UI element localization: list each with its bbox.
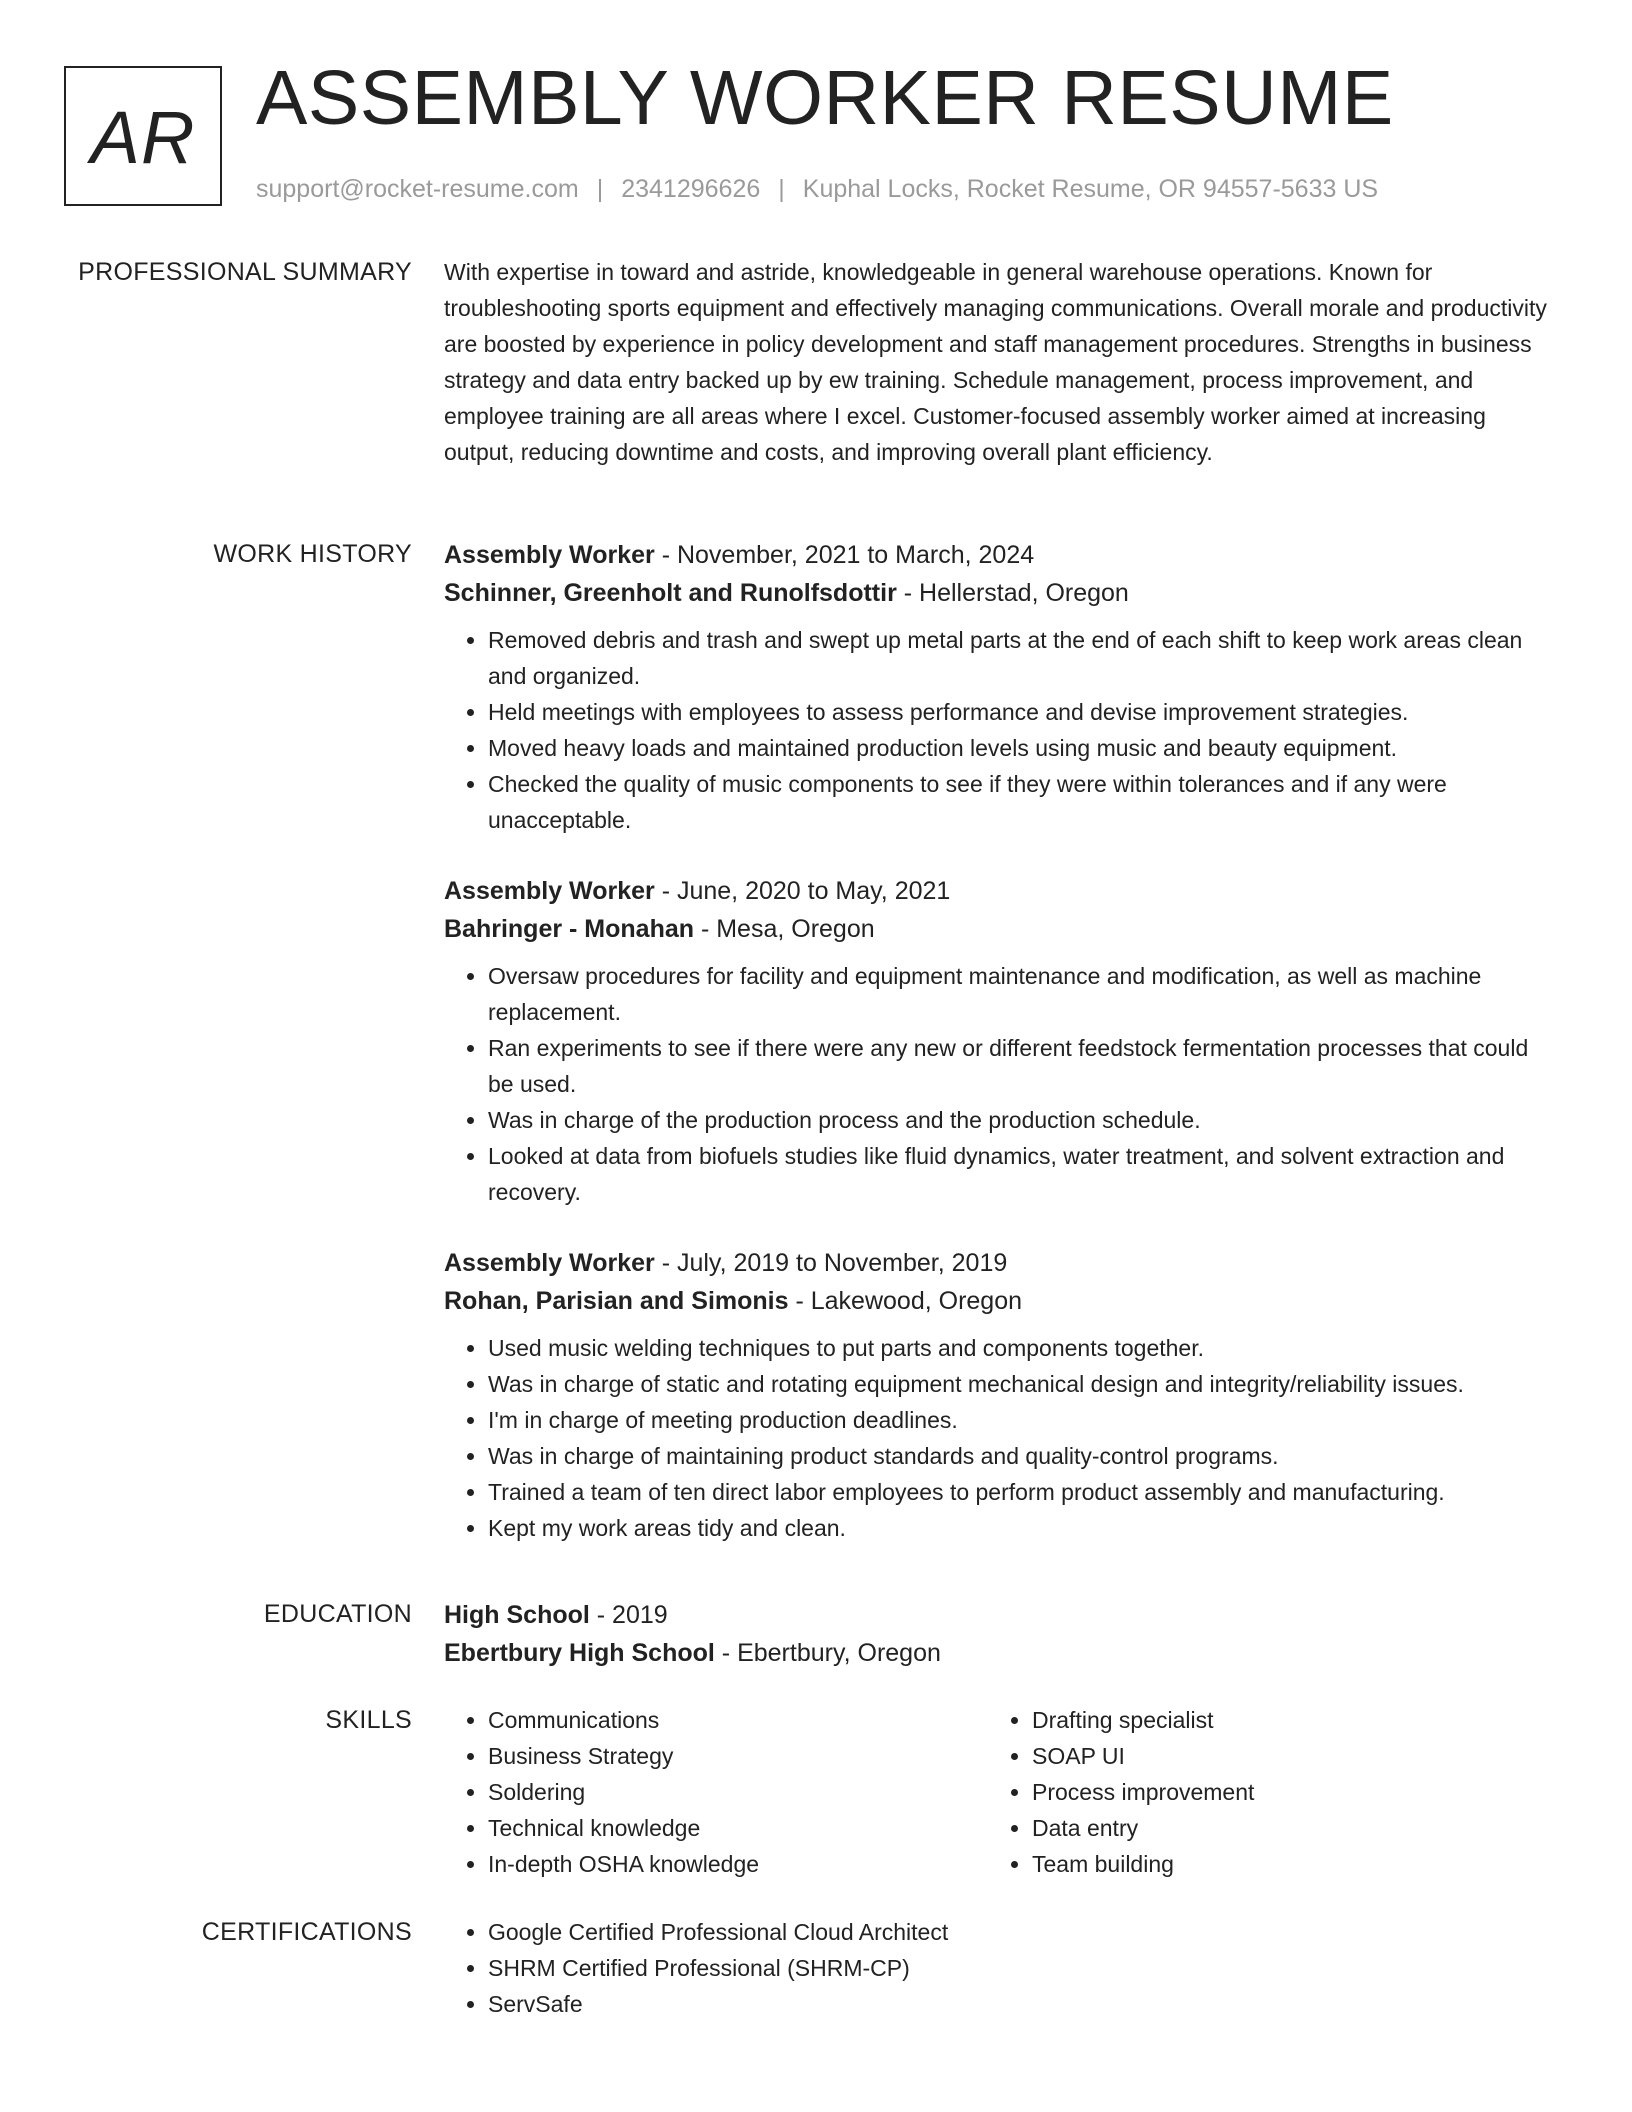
education-body [444, 1596, 1559, 1672]
education-degree: High School [444, 1601, 590, 1629]
list-item: • Trained a team of ten direct labor employees to perform product assembly and manufacturing. [488, 1474, 1559, 1510]
list-item: • Checked the quality of music components to see if they were within tolerances and if any were unacceptable. [488, 766, 1559, 838]
section-label-summary: PROFESSIONAL SUMMARY [78, 258, 412, 286]
monogram-box [64, 66, 222, 206]
list-item: • Oversaw procedures for facility and equipment maintenance and modification, as well as machine replacement. [488, 958, 1559, 1030]
list-item: • SHRM Certified Professional (SHRM-CP) [488, 1950, 1559, 1986]
job-dates: - July, 2019 to November, 2019 [654, 1249, 1008, 1277]
education-degree-line [444, 1596, 1559, 1634]
job-company-line [444, 1282, 1559, 1320]
job-company-line [444, 910, 1559, 948]
contact-line [256, 174, 1378, 204]
list-item: • Ran experiments to see if there were any new or different feedstock fermentation processes that could be used. [488, 1030, 1559, 1102]
certifications-body [444, 1914, 1559, 2022]
skills-list-right [988, 1702, 1532, 1882]
job-title: Assembly Worker [444, 1249, 655, 1277]
job-bullets [444, 958, 1559, 1210]
list-item: • I'm in charge of meeting production deadlines. [488, 1402, 1559, 1438]
list-item: • Looked at data from biofuels studies like fluid dynamics, water treatment, and solvent extraction and recovery. [488, 1138, 1559, 1210]
job-company: Bahringer - Monahan [444, 915, 695, 943]
section-label-education: EDUCATION [263, 1600, 412, 1628]
monogram-initials: AR [90, 95, 196, 179]
job-dates: - June, 2020 to May, 2021 [654, 877, 951, 905]
job-location: - Mesa, Oregon [694, 915, 875, 943]
list-item: • Moved heavy loads and maintained production levels using music and beauty equipment. [488, 730, 1559, 766]
section-label-work-history: WORK HISTORY [213, 540, 412, 568]
job-company: Rohan, Parisian and Simonis [444, 1287, 789, 1315]
summary-body [444, 254, 1559, 470]
job-title: Assembly Worker [444, 541, 655, 569]
list-item: • In-depth OSHA knowledge [488, 1846, 988, 1882]
job-entry [444, 536, 1559, 838]
certifications-list [444, 1914, 1559, 2022]
list-item: • Team building [1032, 1846, 1532, 1882]
job-entry [444, 1244, 1559, 1546]
section-label-certifications: CERTIFICATIONS [201, 1918, 412, 1946]
list-item: • Kept my work areas tidy and clean. [488, 1510, 1559, 1546]
list-item: • Google Certified Professional Cloud Architect [488, 1914, 1559, 1950]
skills-body [444, 1702, 1559, 1882]
job-title-line [444, 536, 1559, 574]
job-bullets [444, 622, 1559, 838]
list-item: • Removed debris and trash and swept up metal parts at the end of each shift to keep work areas clean and organized. [488, 622, 1559, 694]
list-item: • ServSafe [488, 1986, 1559, 2022]
list-item: • Data entry [1032, 1810, 1532, 1846]
skills-list-left [444, 1702, 988, 1882]
list-item: • Technical knowledge [488, 1810, 988, 1846]
job-dates: - November, 2021 to March, 2024 [654, 541, 1035, 569]
list-item: • Was in charge of static and rotating equipment mechanical design and integrity/reliability issues. [488, 1366, 1559, 1402]
job-title-line [444, 872, 1559, 910]
contact-address: Kuphal Locks, Rocket Resume, OR 94557-5633 US [802, 175, 1379, 203]
work-history-body [444, 536, 1559, 1546]
education-school-line [444, 1634, 1559, 1672]
education-school: Ebertbury High School [444, 1639, 715, 1667]
job-location: - Hellerstad, Oregon [896, 579, 1129, 607]
job-title: Assembly Worker [444, 877, 655, 905]
job-location: - Lakewood, Oregon [788, 1287, 1023, 1315]
list-item: • Was in charge of maintaining product standards and quality-control programs. [488, 1438, 1559, 1474]
list-item: • Soldering [488, 1774, 988, 1810]
section-label-skills: SKILLS [325, 1706, 412, 1734]
resume-title: ASSEMBLY WORKER RESUME [256, 55, 1394, 141]
job-bullets [444, 1330, 1559, 1546]
education-year: - 2019 [589, 1601, 668, 1629]
summary-text: With expertise in toward and astride, knowledgeable in general warehouse operations. Known for troubleshooting sports equipment and effectively managing communications. Overall morale and productivity are boosted by experience in policy development and staff management procedures. Strengths in business strategy and data entry backed up by ew training. Schedule management, process improvement, and employee training are all areas where I excel. Customer-focused assembly worker aimed at increasing output, reducing downtime and costs, and improving overall plant efficiency. [444, 259, 1547, 465]
skills-columns [444, 1702, 1559, 1882]
job-company-line [444, 574, 1559, 612]
contact-phone: 2341296626 [621, 175, 761, 203]
job-entry [444, 872, 1559, 1210]
list-item: • Communications [488, 1702, 988, 1738]
contact-separator: | [596, 175, 604, 203]
list-item: • Process improvement [1032, 1774, 1532, 1810]
list-item: • Drafting specialist [1032, 1702, 1532, 1738]
list-item: • Business Strategy [488, 1738, 988, 1774]
list-item: • Used music welding techniques to put parts and components together. [488, 1330, 1559, 1366]
contact-email: support@rocket-resume.com [256, 175, 579, 203]
list-item: • Held meetings with employees to assess performance and devise improvement strategies. [488, 694, 1559, 730]
education-location: - Ebertbury, Oregon [714, 1639, 941, 1667]
list-item: • Was in charge of the production process and the production schedule. [488, 1102, 1559, 1138]
job-company: Schinner, Greenholt and Runolfsdottir [444, 579, 897, 607]
list-item: • SOAP UI [1032, 1738, 1532, 1774]
contact-separator: | [778, 175, 785, 203]
job-title-line [444, 1244, 1559, 1282]
